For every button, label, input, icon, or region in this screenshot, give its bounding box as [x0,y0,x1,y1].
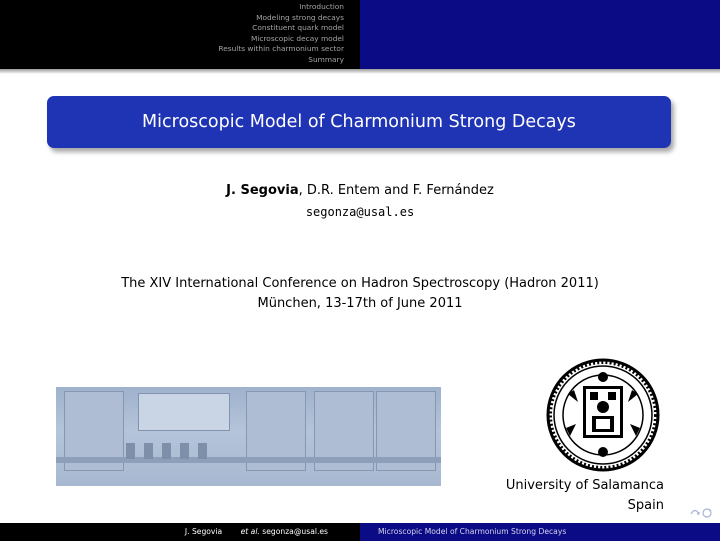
footer-author: J. Segovia [184,527,223,536]
nav-item-introduction[interactable]: Introduction [299,2,344,11]
nav-item-summary[interactable]: Summary [308,54,344,64]
slide-footer [0,523,720,541]
university-seal-logo [546,358,660,472]
footer-etal: et al. [240,527,260,536]
author-list [0,183,720,198]
conference-name: The XIV International Conference on Hadron Spectroscopy (Hadron 2011) [121,276,599,291]
photo-chair [198,443,207,459]
photo-screen [138,393,230,431]
header-blank-panel [360,0,720,69]
photo-rail [56,457,441,463]
photo-chair [126,443,135,459]
header-nav-panel [0,0,360,69]
venue-photo [56,387,441,486]
conference-place-date: München, 13-17th of June 2011 [257,296,463,311]
university-name: University of Salamanca [505,478,664,493]
beamer-navigation-icon[interactable] [688,505,714,519]
slide-header [0,0,720,69]
section-navigation [218,2,344,65]
footer-title-panel [360,523,720,541]
slide-title: Microscopic Model of Charmonium Strong Decays [142,112,576,132]
photo-chair [180,443,189,459]
nav-item-results-charmonium[interactable]: Results within charmonium sector [218,44,344,53]
nav-item-modeling-strong-decays[interactable]: Modeling strong decays [256,12,344,22]
footer-short-title: Microscopic Model of Charmonium Strong Decays [378,527,567,536]
lead-author: J. Segovia [226,183,299,198]
photo-chair [144,443,153,459]
university-country: Spain [627,498,664,513]
co-authors: , D.R. Entem and F. Fernández [298,183,494,198]
nav-item-constituent-quark-model[interactable]: Constituent quark model [252,23,344,32]
author-email: segonza@usal.es [305,205,415,219]
header-shadow [0,69,720,74]
footer-author-panel [0,523,360,541]
nav-item-microscopic-decay-model[interactable]: Microscopic decay model [250,33,344,43]
title-box [47,96,671,148]
footer-email: segonza@usal.es [262,527,328,536]
photo-chair [162,443,171,459]
